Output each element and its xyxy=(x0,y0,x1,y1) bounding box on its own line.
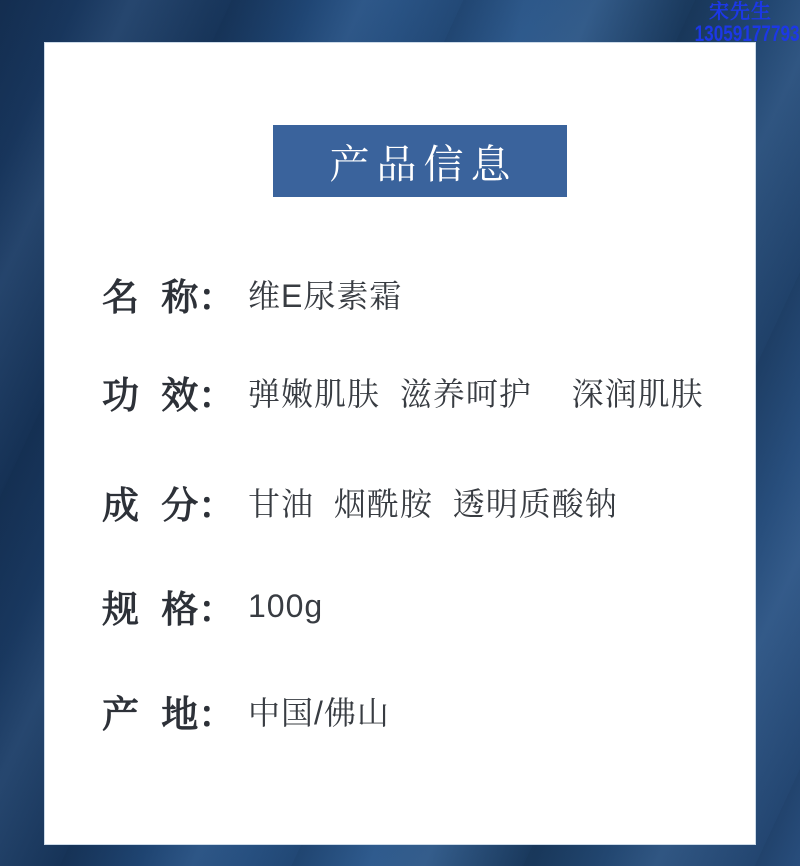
field-value-specification: 100g xyxy=(248,587,324,624)
field-label-effects: 功 效： xyxy=(102,375,236,416)
info-row-origin xyxy=(102,684,735,738)
field-label-origin: 产 地： xyxy=(102,694,236,735)
section-title-banner xyxy=(273,125,567,197)
field-value-effects: 弹嫩肌肤 滋养呵护 深润肌肤 xyxy=(248,376,704,412)
field-label-specification: 规 格： xyxy=(102,589,236,630)
field-label-name: 名 称： xyxy=(102,277,236,318)
contact-watermark xyxy=(665,2,800,45)
contact-name: 宋先生 xyxy=(709,1,772,23)
info-row-specification xyxy=(102,579,735,633)
section-title: 产品信息 xyxy=(329,142,518,187)
contact-phone-number: 13059177793 xyxy=(695,21,800,46)
field-label-ingredients: 成 分： xyxy=(102,485,236,526)
field-value-ingredients: 甘油 烟酰胺 透明质酸钠 xyxy=(248,486,618,522)
info-row-name xyxy=(102,267,735,321)
field-value-name: 维E尿素霜 xyxy=(248,278,403,314)
info-row-effects xyxy=(102,365,735,419)
info-row-ingredients xyxy=(102,475,735,529)
product-info-card xyxy=(44,42,756,845)
field-value-origin: 中国/佛山 xyxy=(248,695,390,731)
